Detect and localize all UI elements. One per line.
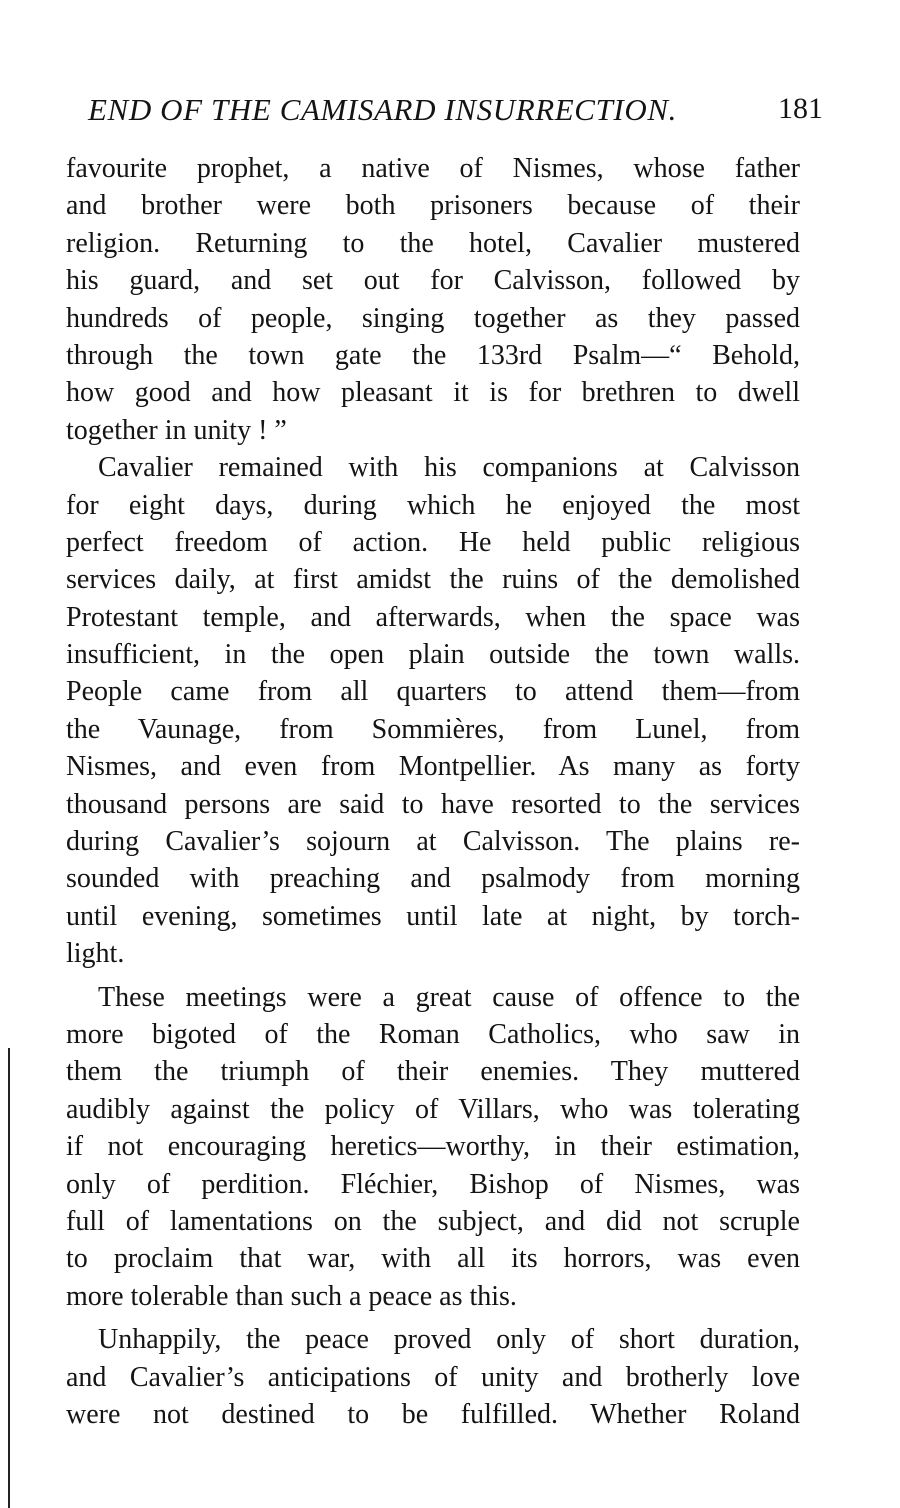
paragraph-continued	[66, 150, 800, 449]
text-line: the Vaunage, from Sommières, from Lunel, from	[66, 713, 800, 745]
text-line: during Cavalier’s sojourn at Calvisson. The plains re-	[66, 826, 800, 858]
text-line: These meetings were a great cause of offence to the	[98, 981, 800, 1013]
text-line: light.	[66, 938, 125, 970]
text-line: together in unity ! ”	[66, 414, 287, 446]
paragraph-calvisson-services	[66, 449, 800, 972]
running-head-title: END OF THE CAMISARD INSURRECTION.	[88, 92, 677, 127]
scan-edge-line	[8, 1048, 10, 1508]
text-line: for eight days, during which he enjoyed the most	[66, 489, 800, 521]
text-line: until evening, sometimes until late at night, by torch-	[66, 900, 800, 932]
text-line: and Cavalier’s anticipations of unity and brotherly love	[66, 1361, 800, 1393]
text-line: to proclaim that war, with all its horrors, was even	[66, 1243, 800, 1275]
text-line: only of perdition. Fléchier, Bishop of Nismes, was	[66, 1168, 800, 1200]
text-line: his guard, and set out for Calvisson, followed by	[66, 265, 800, 297]
running-head	[88, 92, 823, 132]
text-line: through the town gate the 133rd Psalm—“ Behold,	[66, 339, 800, 371]
text-line: more bigoted of the Roman Catholics, who saw in	[66, 1018, 800, 1050]
text-line: services daily, at first amidst the ruins of the demolished	[66, 564, 800, 596]
page-number: 181	[778, 92, 823, 125]
text-line: Unhappily, the peace proved only of short duration,	[98, 1324, 800, 1356]
text-line: thousand persons are said to have resorted to the services	[66, 788, 800, 820]
text-line: how good and how pleasant it is for brethren to dwell	[66, 377, 800, 409]
text-line: Cavalier remained with his companions at Calvisson	[98, 452, 800, 484]
text-line: sounded with preaching and psalmody from morning	[66, 863, 800, 895]
text-line: if not encouraging heretics—worthy, in their estimation,	[66, 1131, 800, 1163]
text-line: favourite prophet, a native of Nismes, whose father	[66, 153, 800, 184]
text-line: audibly against the policy of Villars, who was tolerating	[66, 1093, 800, 1125]
paragraph-offence	[66, 979, 800, 1316]
paragraph-peace	[66, 1321, 800, 1433]
text-line: Protestant temple, and afterwards, when the space was	[66, 601, 800, 633]
text-line: perfect freedom of action. He held public religious	[66, 526, 800, 558]
body-text	[66, 150, 800, 1433]
text-line: and brother were both prisoners because of their	[66, 190, 800, 222]
text-line: full of lamentations on the subject, and did not scruple	[66, 1205, 800, 1237]
text-line: were not destined to be fulfilled. Whether Roland	[66, 1398, 800, 1430]
text-line: insufficient, in the open plain outside the town walls.	[66, 639, 800, 671]
text-line: religion. Returning to the hotel, Cavalier mustered	[66, 227, 800, 259]
text-line: more tolerable than such a peace as this.	[66, 1280, 517, 1312]
text-line: Nismes, and even from Montpellier. As many as forty	[66, 751, 800, 783]
text-line: hundreds of people, singing together as they passed	[66, 302, 800, 334]
text-line: them the triumph of their enemies. They muttered	[66, 1056, 800, 1088]
text-line: People came from all quarters to attend them—from	[66, 676, 800, 708]
